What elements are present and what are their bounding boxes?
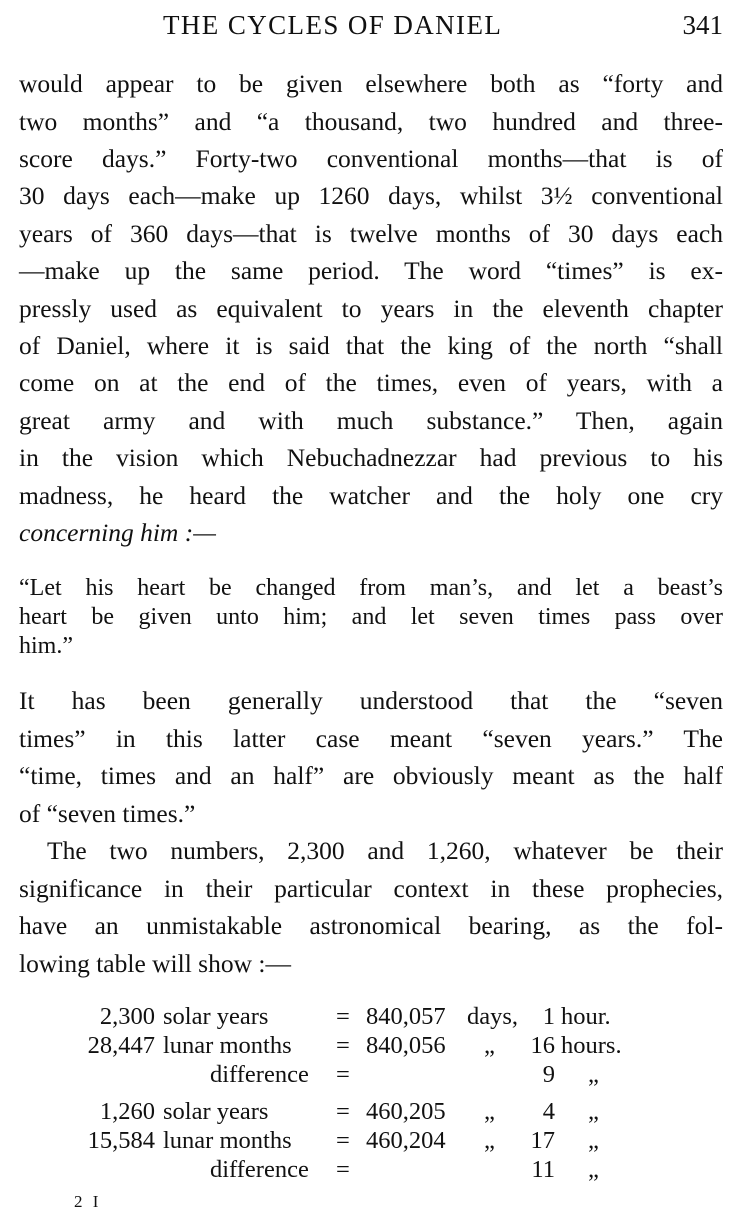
table-number: 1,260 [99,1098,155,1125]
signature-mark: 2 I [74,1192,102,1211]
table-ditto: „ [484,1098,495,1125]
text-line: score days.” Forty-two conventional months—that is of [19,144,723,173]
quote-line: heart be given unto him; and let seven times pass over [19,604,723,630]
table-amount: 1 [542,1003,555,1030]
table-days: 840,057 [366,1003,446,1030]
table-ditto: „ [588,1127,599,1154]
table-ditto: „ [588,1061,599,1088]
text-line: would appear to be given elsewhere both as “forty and [19,69,723,98]
table-equals: = [336,1127,350,1154]
text-line: of Daniel, where it is said that the king of the north “shall [19,331,723,360]
page-number: 341 [682,10,723,40]
text-line: “time, times and an half” are obviously meant as the half [19,761,723,790]
text-line: of “seven times.” [19,799,196,828]
table-number: 28,447 [87,1032,155,1059]
table-days: 460,205 [366,1098,446,1125]
quote-line: him.” [19,633,73,659]
table-equals: = [336,1156,350,1183]
table-unit-tail: hour. [561,1003,611,1030]
table-difference-label: difference [210,1156,309,1183]
table-days: 840,056 [366,1032,446,1059]
table-unit-tail: hours. [561,1032,622,1059]
text-line: 30 days each—make up 1260 days, whilst 3½ conventional [19,181,723,210]
table-ditto: „ [588,1098,599,1125]
quote-line: “Let his heart be changed from man’s, and let a beast’s [19,575,723,601]
text-line: significance in their particular context in these prophecies, [19,874,723,903]
table-ditto: „ [588,1156,599,1183]
text-line: madness, he heard the watcher and the holy one cry [19,481,723,510]
table-amount: 16 [530,1032,555,1059]
text-line: have an unmistakable astronomical bearing, as the fol- [19,911,723,940]
table-ditto: „ [484,1127,495,1154]
table-unit: solar years [163,1003,269,1030]
table-number: 15,584 [87,1127,155,1154]
running-header [0,10,747,44]
text-line: great army and with much substance.” Then, again [19,406,723,435]
table-ditto: „ [484,1032,495,1059]
table-equals: = [336,1098,350,1125]
table-number: 2,300 [99,1003,155,1030]
table-ditto: days, [467,1003,519,1030]
table-days: 460,204 [366,1127,446,1154]
text-line: come on at the end of the times, even of years, with a [19,368,723,397]
running-title: THE CYCLES OF DANIEL [163,10,503,40]
text-line: years of 360 days—that is twelve months of 30 days each [19,219,723,248]
table-amount: 9 [542,1061,555,1088]
table-unit: lunar months [163,1032,292,1059]
text-line: —make up the same period. The word “times” is ex- [19,256,723,285]
text-line: The two numbers, 2,300 and 1,260, whatever be their [47,836,723,865]
table-amount: 17 [530,1127,555,1154]
text-line: times” in this latter case meant “seven years.” The [19,724,723,753]
text-line-italic: concerning him :— [19,518,216,547]
table-unit: solar years [163,1098,269,1125]
text-line: two months” and “a thousand, two hundred and three- [19,107,723,136]
text-line: pressly used as equivalent to years in the eleventh chapter [19,294,723,323]
table-equals: = [336,1032,350,1059]
text-line: in the vision which Nebuchadnezzar had previous to his [19,443,723,472]
table-unit: lunar months [163,1127,292,1154]
text-line: It has been generally understood that the “seven [19,686,723,715]
text-line: lowing table will show :— [19,949,291,978]
table-difference-label: difference [210,1061,309,1088]
table-amount: 11 [531,1156,555,1183]
table-amount: 4 [542,1098,555,1125]
table-equals: = [336,1003,350,1030]
table-equals: = [336,1061,350,1088]
